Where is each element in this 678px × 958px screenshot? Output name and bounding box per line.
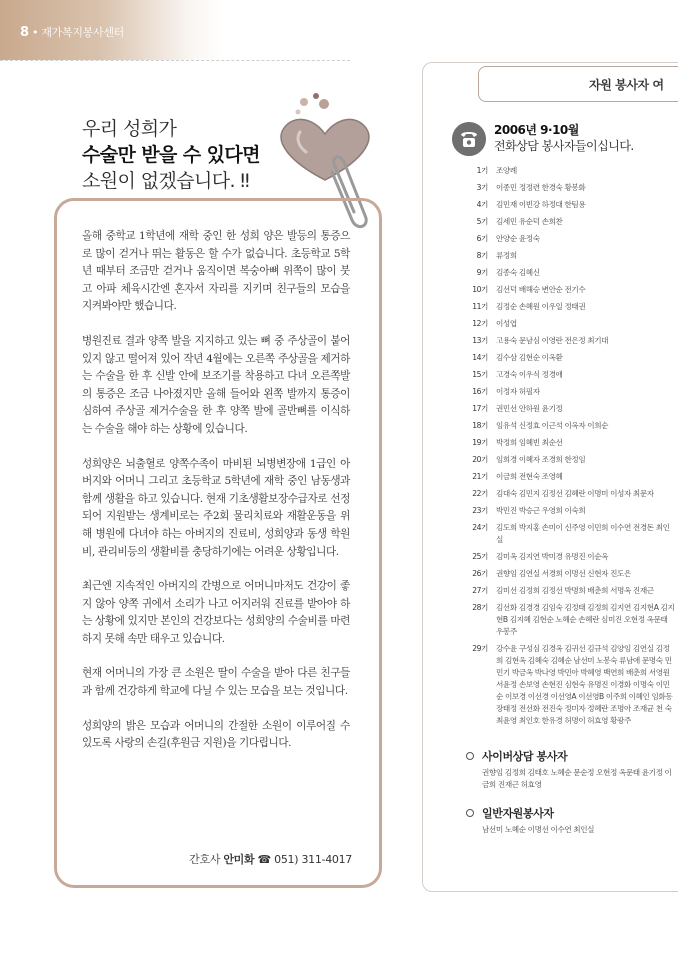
volunteer-cohort: 3기 xyxy=(476,183,488,192)
signature-name: 안미화 xyxy=(223,853,255,866)
volunteer-row xyxy=(458,485,676,502)
volunteer-cohort: 5기 xyxy=(476,217,488,226)
volunteer-cohort: 16기 xyxy=(472,387,488,396)
volunteer-names: 이정자 허필자 xyxy=(496,386,540,396)
volunteer-cohort: 6기 xyxy=(476,234,488,243)
volunteer-row xyxy=(458,247,676,264)
volunteer-cohort: 25기 xyxy=(472,552,488,561)
volunteer-names: 김선화 김경경 김임숙 김정태 김정희 김지연 김지현A 김지현B 김지혜 김현순 노혜순 손혜란 심미진 오현정 옥문태 우봉주 xyxy=(496,602,675,636)
volunteer-row xyxy=(458,264,676,281)
headline-line-3: 소원이 없겠습니다. ‼ xyxy=(82,170,249,192)
volunteer-cohort: 26기 xyxy=(472,569,488,578)
story-signature xyxy=(176,851,352,867)
volunteer-row xyxy=(458,417,676,434)
volunteer-names: 이종민 정정련 한경숙 황봉화 xyxy=(496,182,586,192)
volunteer-names: 김선덕 배해승 변안순 전기수 xyxy=(496,284,586,294)
volunteer-names: 강수윤 구성심 김경옥 김귀선 김규석 김양임 김연실 김정희 김현옥 김혜숙 김혜순 남선미 노봉숙 류남애 문명숙 민민기 박금옥 박나영 박민아 박혜영 백연희 배춘희 서영원 서윤정 손보영 손현진 심현숙 유명진 이경화 이명숙 이민순 이보경 이선경 이선영A 이선영B 이주희 이혜인 임화동 장태정 전선화 전진숙 정미자 정혜란 조명아 조재균 천 숙 최윤영 최인호 한유경 허명이 허효영 황광주 xyxy=(496,643,673,725)
volunteer-row xyxy=(458,519,676,548)
volunteer-title-period: 2006년 9·10월 xyxy=(494,123,579,137)
volunteer-cohort: 22기 xyxy=(472,489,488,498)
volunteer-cohort: 18기 xyxy=(472,421,488,430)
volunteer-title-subtitle: 전화상담 봉사자들이십니다. xyxy=(494,139,634,153)
cyber-section-title: 사이버상담 봉사자 xyxy=(466,748,567,764)
volunteer-list xyxy=(458,162,676,729)
headline-line-1: 우리 성희가 xyxy=(82,118,177,140)
volunteer-names: 이금희 전현숙 조영혜 xyxy=(496,471,563,481)
volunteer-row xyxy=(458,599,676,640)
phone-icon: ☎ xyxy=(257,853,271,866)
story-body xyxy=(82,228,350,770)
volunteer-row xyxy=(458,230,676,247)
volunteer-names: 김미옥 김지연 박미경 유명진 이순옥 xyxy=(496,551,609,561)
signature-phone: 051) 311-4017 xyxy=(274,853,352,866)
volunteer-cohort: 9기 xyxy=(476,268,488,277)
volunteer-row xyxy=(458,179,676,196)
volunteer-cohort: 28기 xyxy=(472,603,488,612)
volunteer-names: 김미선 김정희 김정선 박명희 배춘희 서명옥 진재근 xyxy=(496,585,654,595)
volunteer-cohort: 11기 xyxy=(472,302,488,311)
story-headline xyxy=(82,116,260,194)
volunteer-tab xyxy=(478,66,678,102)
volunteer-names: 류정희 xyxy=(496,250,517,260)
volunteer-row xyxy=(458,213,676,230)
volunteer-names: 김도희 박지홍 손미이 신주영 이민희 이수연 전경돈 최인실 xyxy=(496,522,670,544)
volunteer-cohort: 17기 xyxy=(472,404,488,413)
volunteer-row xyxy=(458,434,676,451)
volunteer-cohort: 21기 xyxy=(472,472,488,481)
volunteer-row xyxy=(458,468,676,485)
story-paragraph: 성희양은 뇌출혈로 양쪽수족이 마비된 뇌병변장애 1급인 아버지와 어머니 그리고 초등학교 5학년에 재학 중인 남동생과 함께 생활을 하고 있습니다. 현재 기초생활보장수급자로 선정되어 지원받는 생계비로는 주2회 물리치료와 재활운동을 위해 병원에 다녀야 하는 아버지의 진료비, 성희양과 동생 학원비, 관리비등의 생활비를 충당하기에는 어려운 상황입니다. xyxy=(82,457,350,558)
signature-role: 간호사 xyxy=(189,853,221,866)
volunteer-names: 권향임 김연실 서경희 이명선 신현자 진도은 xyxy=(496,568,631,578)
volunteer-cohort: 27기 xyxy=(472,586,488,595)
volunteer-cohort: 10기 xyxy=(472,285,488,294)
volunteer-row xyxy=(458,640,676,729)
cyber-section-names: 권향임 김정희 김태호 노혜순 문순정 오현정 옥문태 윤기정 이금희 진재근 허효영 xyxy=(482,768,672,789)
general-section-names: 남선미 노혜순 이명선 이수연 최인실 xyxy=(482,825,595,834)
circle-bullet-icon xyxy=(466,752,474,760)
general-section-title: 일반자원봉사자 xyxy=(466,805,554,821)
volunteer-row xyxy=(458,400,676,417)
volunteer-row xyxy=(458,451,676,468)
volunteer-names: 안양순 윤정숙 xyxy=(496,233,540,243)
volunteer-row xyxy=(458,366,676,383)
volunteer-row xyxy=(458,332,676,349)
volunteer-row xyxy=(458,315,676,332)
volunteer-row xyxy=(458,281,676,298)
page-number: 8 xyxy=(20,25,29,40)
volunteer-cohort: 19기 xyxy=(472,438,488,447)
volunteer-row xyxy=(458,298,676,315)
volunteer-title xyxy=(494,122,634,154)
header-divider xyxy=(0,60,350,61)
volunteer-cohort: 24기 xyxy=(472,523,488,532)
story-paragraph: 올해 중학교 1학년에 재학 중인 한 성희 양은 발등의 통증으로 많이 걷거나 뛰는 활동은 할 수가 없습니다. 초등학교 5학년 때부터 조금만 걷거나 움직이면 복숭아뼈 위쪽이 많이 붓고 아파 체육시간엔 혼자서 자리를 지키며 친구들의 모습을 지켜봐야만 했습니다. xyxy=(82,230,350,313)
headline-line-2: 수술만 받을 수 있다면 xyxy=(82,144,260,166)
volunteer-cohort: 8기 xyxy=(476,251,488,260)
volunteer-row xyxy=(458,582,676,599)
volunteer-names: 이성엽 xyxy=(496,318,517,328)
volunteer-names: 임유석 신정효 이근석 이옥자 이희순 xyxy=(496,420,609,430)
volunteer-names: 김종숙 김혜신 xyxy=(496,267,540,277)
volunteer-cohort: 13기 xyxy=(472,336,488,345)
volunteer-names: 고경숙 이우식 정경애 xyxy=(496,369,563,379)
volunteer-row xyxy=(458,565,676,582)
volunteer-cohort: 1기 xyxy=(476,166,488,175)
volunteer-cohort: 4기 xyxy=(476,200,488,209)
volunteer-names: 박민진 박승근 우영희 이숙희 xyxy=(496,505,586,515)
volunteer-names: 고용숙 문남심 이영란 전은정 최기대 xyxy=(496,335,609,345)
volunteer-names: 김수삼 김현순 이옥환 xyxy=(496,352,563,362)
volunteer-names: 김대숙 김민지 김정선 김혜란 이명미 이성자 최문자 xyxy=(496,488,654,498)
volunteer-names: 김세민 유순덕 손희찬 xyxy=(496,216,563,226)
volunteer-tab-title: 자원 봉사자 여 xyxy=(589,78,664,92)
volunteer-row xyxy=(458,162,676,179)
volunteer-cohort: 14기 xyxy=(472,353,488,362)
volunteer-cohort: 20기 xyxy=(472,455,488,464)
volunteer-row xyxy=(458,383,676,400)
volunteer-row xyxy=(458,502,676,519)
volunteer-row xyxy=(458,196,676,213)
volunteer-names: 박정희 임혜빈 최순선 xyxy=(496,437,563,447)
volunteer-cohort: 12기 xyxy=(472,319,488,328)
section-title: 재가복지봉사센터 xyxy=(41,26,124,39)
story-paragraph: 성희양의 밝은 모습과 어머니의 간절한 소원이 이루어질 수 있도록 사랑의 손길(후원금 지원)을 기다립니다. xyxy=(82,719,350,750)
volunteer-cohort: 23기 xyxy=(472,506,488,515)
volunteer-names: 권민선 안하원 윤기정 xyxy=(496,403,563,413)
header-bullet: • xyxy=(31,26,39,39)
volunteer-names: 김정순 손혜원 이우일 정태권 xyxy=(496,301,586,311)
story-paragraph: 현재 어머니의 가장 큰 소원은 딸이 수술을 받아 다른 친구들과 함께 건강하게 학교에 다닐 수 있는 모습을 보는 것입니다. xyxy=(82,667,350,698)
volunteer-names: 임희경 이혜자 조경희 한정임 xyxy=(496,454,586,464)
page-header-bar xyxy=(0,0,222,60)
story-paragraph: 병원진료 결과 양쪽 발을 지지하고 있는 뼈 중 주상골이 붙어있지 않고 떨어져 있어 작년 4월에는 오른쪽 주상골을 제거하는 수술을 한 후 신발 안에 보조기를 착용하고 다녀 오른쪽발의 통증은 조금 나아졌지만 올해 들어와 왼쪽 발까지 통증이 심하여 주상골 제거수술을 한 후 양쪽 발에 골반뼈를 이식하는 수술을 해야 하는 상황에 있습니다. xyxy=(82,334,350,435)
page-header-label xyxy=(20,24,124,40)
story-paragraph: 최근엔 지속적인 아버지의 간병으로 어머니마저도 건강이 좋지 않아 양쪽 귀에서 소리가 나고 어지러워 진료를 받아야 하는 상황에 있지만 본인의 건강보다는 성희양의 수술비를 마련하지 못해 속만 태우고 있습니다. xyxy=(82,580,350,645)
volunteer-names: 조양례 xyxy=(496,165,517,175)
telephone-icon xyxy=(452,122,486,156)
volunteer-row xyxy=(458,548,676,565)
volunteer-cohort: 15기 xyxy=(472,370,488,379)
volunteer-row xyxy=(458,349,676,366)
circle-bullet-icon xyxy=(466,809,474,817)
volunteer-cohort: 29기 xyxy=(472,644,488,653)
volunteer-names: 김민재 이빈강 하정대 한팀용 xyxy=(496,199,586,209)
